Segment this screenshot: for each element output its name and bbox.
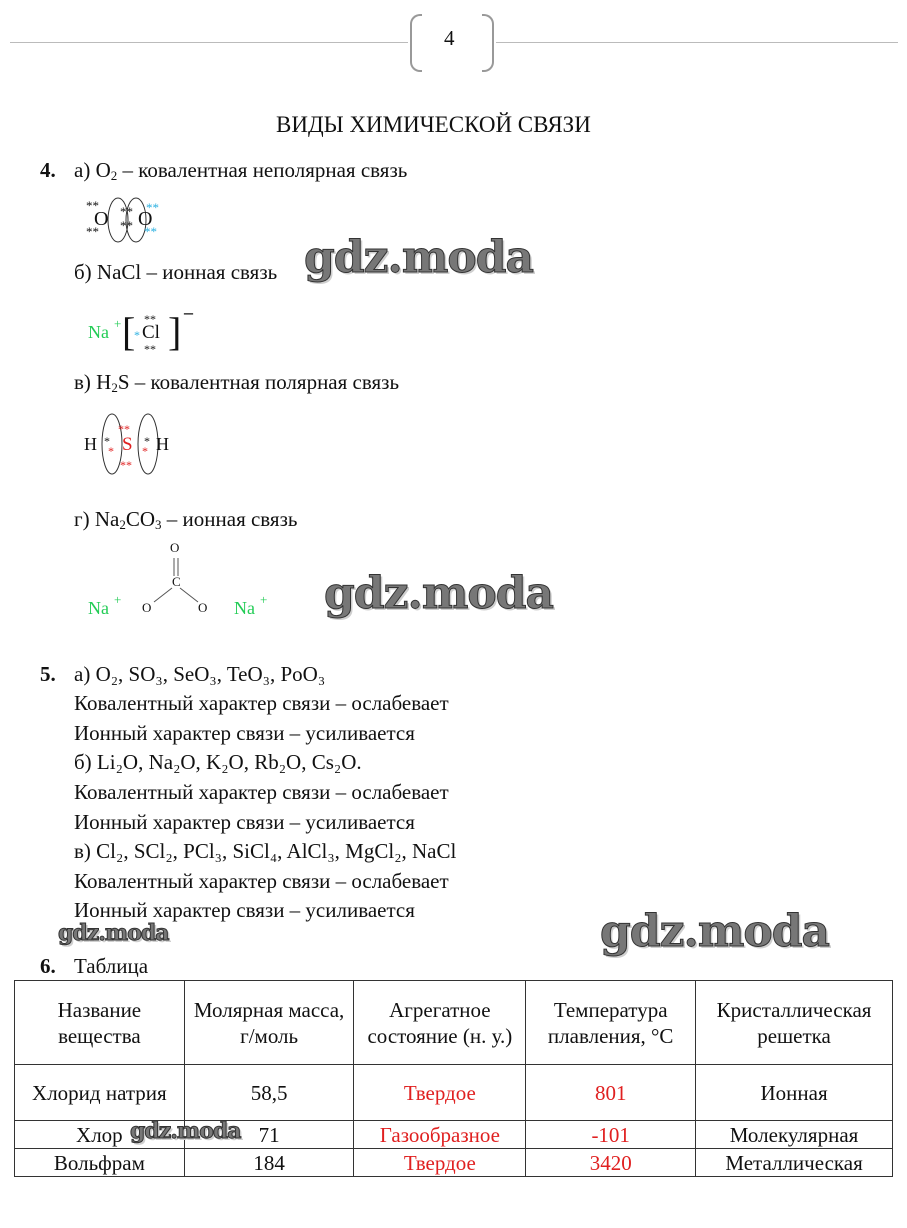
nacl-na-charge: +	[114, 316, 122, 331]
nacl-bracket-open: [	[122, 309, 136, 354]
co3-o-left: O	[142, 600, 152, 615]
task5-b-line: б) Li₂O, Na₂O, K₂O, Rb₂O, Cs₂O.	[74, 750, 362, 774]
o2-stars-tl: **	[86, 198, 99, 213]
co3-o-right: O	[198, 600, 208, 615]
o2-atom-right: O	[138, 208, 153, 230]
task5-number: 5.	[40, 662, 56, 686]
cell-name: Хлор	[15, 1121, 185, 1149]
h2s-h-left: H	[84, 434, 97, 454]
task4-d-mid: CO	[125, 507, 156, 531]
task4-a-sub: 2	[110, 168, 118, 183]
task4-a-prefix: а) O	[74, 158, 111, 182]
nacl-lewis-diagram	[88, 302, 208, 360]
watermark: gdz.moda	[304, 232, 534, 283]
table-row	[15, 1149, 893, 1177]
task5-b-ionic: Ионный характер связи – усиливается	[74, 810, 415, 834]
task5-c-ionic: Ионный характер связи – усиливается	[74, 898, 415, 922]
cell-molar-mass: 58,5	[184, 1065, 354, 1121]
h2s-h-right: H	[156, 434, 169, 454]
h2s-stars-bottom: **	[120, 458, 132, 472]
o2-stars-mid2: **	[120, 218, 133, 233]
cell-lattice: Молекулярная	[696, 1121, 893, 1149]
watermark: gdz.moda	[600, 906, 830, 957]
header-molar-mass: Молярная масса, г/моль	[184, 981, 354, 1065]
cell-molar-mass: 184	[184, 1149, 354, 1177]
nacl-na: Na	[88, 322, 109, 342]
task4-d-sub2: 3	[155, 517, 162, 532]
na2co3-lewis-diagram	[88, 540, 278, 630]
watermark: gdz.moda	[324, 568, 554, 619]
cell-state: Газообразное	[354, 1121, 526, 1149]
header-melting-point: Температура плавления, °С	[526, 981, 696, 1065]
nacl-stars-top: **	[144, 312, 156, 326]
h2s-s: S	[122, 434, 133, 455]
h2s-star-left2: *	[108, 444, 114, 458]
nacl-cl: Cl	[142, 322, 160, 343]
cell-state: Твердое	[354, 1065, 526, 1121]
task4-number: 4.	[40, 158, 56, 182]
task4-c-sub: 2	[111, 380, 118, 395]
cell-melting-point: 801	[526, 1065, 696, 1121]
page-number: 4	[444, 26, 455, 50]
task5-a-ionic: Ионный характер связи – усиливается	[74, 721, 415, 745]
task4-a-text: – ковалентная неполярная связь	[117, 158, 408, 182]
task4-c-text: S – ковалентная полярная связь	[117, 370, 400, 394]
task6-number: 6.	[40, 954, 56, 978]
header-lattice: Кристаллическая решетка	[696, 981, 893, 1065]
co3-na-right-charge: +	[260, 592, 268, 607]
watermark: gdz.moda	[58, 920, 169, 946]
nacl-star-left: *	[134, 328, 140, 342]
task4-d-prefix: г) Na	[74, 507, 120, 531]
task4-c-prefix: в) H	[74, 370, 112, 394]
h2s-star-right2: *	[142, 444, 148, 458]
task5-a-covalent: Ковалентный характер связи – ослабевает	[74, 691, 449, 715]
o2-stars-bl: **	[86, 224, 99, 239]
task4-d-text: – ионная связь	[161, 507, 298, 531]
page-bracket-left	[410, 14, 422, 72]
o2-lewis-diagram	[82, 196, 172, 246]
task5-b-covalent: Ковалентный характер связи – ослабевает	[74, 780, 449, 804]
nacl-charge: –	[184, 302, 193, 322]
task4-a-line	[74, 158, 407, 182]
h2s-stars-top: **	[118, 422, 130, 436]
cell-lattice: Металлическая	[696, 1149, 893, 1177]
task6-label: Таблица	[74, 954, 149, 978]
co3-na-left-charge: +	[114, 592, 122, 607]
header-rule-right	[496, 42, 898, 43]
cell-state: Твердое	[354, 1149, 526, 1177]
cell-name: Хлорид натрия	[15, 1065, 185, 1121]
cell-melting-point: 3420	[526, 1149, 696, 1177]
header-name: Название вещества	[15, 981, 185, 1065]
h2s-star-right: *	[144, 434, 150, 448]
table-row	[15, 1065, 893, 1121]
co3-o-top: O	[170, 540, 180, 555]
cell-name: Вольфрам	[15, 1149, 185, 1177]
co3-na-left: Na	[88, 598, 109, 618]
task4-d-line	[74, 507, 297, 531]
substances-table	[14, 980, 893, 1177]
watermark: gdz.moda	[130, 1118, 241, 1144]
task5-c-covalent: Ковалентный характер связи – ослабевает	[74, 869, 449, 893]
cell-molar-mass: 71	[184, 1121, 354, 1149]
task4-d-sub1: 2	[119, 517, 126, 532]
cell-melting-point: -101	[526, 1121, 696, 1149]
header-state: Агрегатное состояние (н. у.)	[354, 981, 526, 1065]
o2-stars-tr: **	[146, 200, 159, 215]
co3-na-right: Na	[234, 598, 255, 618]
task5-a-line: а) O₂, SO₃, SeO₃, TeO₃, PoO₃	[74, 662, 326, 686]
o2-atom-left: O	[94, 208, 109, 230]
task5-c-line: в) Cl₂, SCl₂, PCl₃, SiCl₄, AlCl₃, MgCl₂, NaCl	[74, 839, 457, 863]
page-bracket-right	[482, 14, 494, 72]
task4-c-line	[74, 370, 399, 394]
o2-stars-mid1: **	[120, 204, 133, 219]
table-header-row	[15, 981, 893, 1065]
h2s-overlap-ovals	[84, 408, 184, 478]
h2s-lewis-diagram	[84, 408, 184, 478]
h2s-star-left: *	[104, 434, 110, 448]
task4-b-line: б) NaCl – ионная связь	[74, 260, 278, 284]
page-title: ВИДЫ ХИМИЧЕСКОЙ СВЯЗИ	[276, 112, 591, 137]
co3-c: C	[172, 574, 181, 589]
nacl-bracket-close: ]	[168, 309, 182, 354]
o2-stars-br: **	[144, 224, 157, 239]
cell-lattice: Ионная	[696, 1065, 893, 1121]
header-rule-left	[10, 42, 408, 43]
nacl-stars-bottom: **	[144, 342, 156, 356]
